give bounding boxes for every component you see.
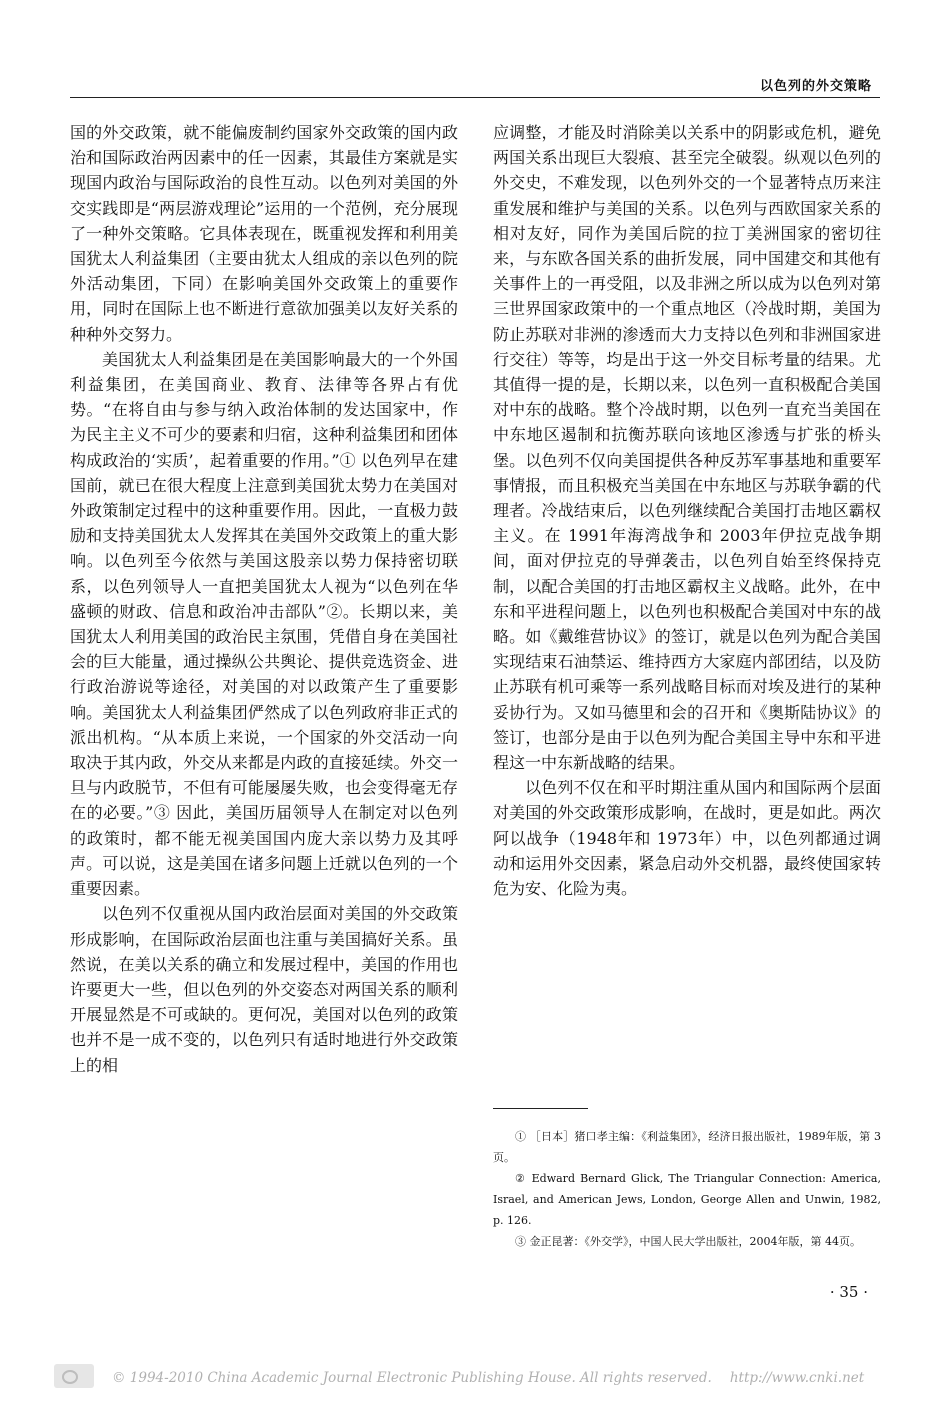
paragraph: 以色列不仅重视从国内政治层面对美国的外交政策形成影响，在国际政治层面也注重与美国搞好关系。虽然说，在美以关系的确立和发展过程中，美国的作用也许要更大一些，但以色列的外交姿态对两国关系的顺利开展显然是不可或缺的。更何况，美国对以色列的政策也并不是一成不变的，以色列只有适时地进行外交政策上的相 [70, 904, 458, 1075]
footnote-divider [493, 1108, 588, 1109]
header-divider [70, 97, 880, 98]
footer-url-link[interactable]: http://www.cnki.net [729, 1370, 865, 1386]
footnote: ① ［日本］猪口孝主编：《利益集团》，经济日报出版社，1989年版，第 3页。 [493, 1130, 881, 1164]
copyright-footer [112, 1370, 864, 1386]
footnotes [493, 1126, 881, 1252]
paragraph: 以色列不仅在和平时期注重从国内和国际两个层面对美国的外交政策形成影响，在战时，更是如此。两次阿以战争（1948年和 1973年）中，以色列都通过调动和运用外交因素，紧急启动外交机器，最终使国家转危为安、化险为夷。 [493, 778, 881, 899]
running-header-title: 以色列的外交策略 [759, 79, 872, 94]
paragraph: 美国犹太人利益集团是在美国影响最大的一个外国利益集团，在美国商业、教育、法律等各界占有优势。“在将自由与参与纳入政治体制的发达国家中，作为民主主义不可少的要素和归宿，这种利益集团和团体构成政治的‘实质’，起着重要的作用。”① 以色列早在建国前，就已在很大程度上注意到美国犹太势力在美国对外政策制定过程中的这种重要作用。因此，一直极力鼓励和支持美国犹太人发挥其在美国外交政策上的重大影响。以色列至今依然与美国这股亲以势力保持密切联系，以色列领导人一直把美国犹太人视为“以色列在华盛顿的财政、信息和政治冲击部队”②。长期以来，美国犹太人利用美国的政治民主氛围，凭借自身在美国社会的巨大能量，通过操纵公共舆论、提供竞选资金、进行政治游说等途径，对美国的对以政策产生了重要影响。美国犹太人利益集团俨然成了以色列政府非正式的派出机构。“从本质上来说，一个国家的外交活动一向取决于其内政，外交从来都是内政的直接延续。外交一旦与内政脱节，不但有可能屡屡失败，也会变得毫无存在的必要。”③ 因此，美国历届领导人在制定对以色列的政策时，都不能无视美国国内庞大亲以势力及其呼声。可以说，这是美国在诸多问题上迁就以色列的一个重要因素。 [70, 349, 458, 899]
cnki-logo-icon [54, 1364, 94, 1388]
left-text-column [70, 120, 458, 1078]
footnote: ② Edward Bernard Glick, The Triangular Connection: America, Israel, and American Jews, London, George Allen and Unwin, 1982, p. 126. [493, 1172, 881, 1227]
paragraph: 应调整，才能及时消除美以关系中的阴影或危机，避免两国关系出现巨大裂痕、甚至完全破裂。纵观以色列的外交史，不难发现，以色列外交的一个显著特点历来注重发展和维护与美国的关系。以色列与西欧国家关系的相对友好，同作为美国后院的拉丁美洲国家的密切往来，与东欧各国关系的曲折发展，同中国建交和其他有关事件上的一再受阻，以及非洲之所以成为以色列对第三世界国家政策中的一个重点地区（冷战时期，美国为防止苏联对非洲的渗透而大力支持以色列和非洲国家进行交往）等等，均是出于这一外交目标考量的结果。尤其值得一提的是，长期以来，以色列一直积极配合美国对中东的战略。整个冷战时期，以色列一直充当美国在中东地区遏制和抗衡苏联向该地区渗透与扩张的桥头堡。以色列不仅向美国提供各种反苏军事基地和重要军事情报，而且积极充当美国在中东地区与苏联争霸的代理者。冷战结束后，以色列继续配合美国打击地区霸权主义。在 1991年海湾战争和 2003年伊拉克战争期间，面对伊拉克的导弹袭击，以色列自始至终保持克制，以配合美国的打击地区霸权主义战略。此外，在中东和平进程问题上，以色列也积极配合美国对中东的战略。如《戴维营协议》的签订，就是以色列为配合美国实现结束石油禁运、维持西方大家庭内部团结，以及防止苏联有机可乘等一系列战略目标而对埃及进行的某种妥协行为。又如马德里和会的召开和《奥斯陆协议》的签订，也部分是由于以色列为配合美国主导中东和平进程这一中东新战略的结果。 [493, 123, 881, 773]
right-text-column [493, 120, 881, 901]
paragraph: 国的外交政策，就不能偏废制约国家外交政策的国内政治和国际政治两因素中的任一因素，其最佳方案就是实现国内政治与国际政治的良性互动。以色列对美国的外交实践即是“两层游戏理论”运用的一个范例，充分展现了一种外交策略。它具体表现在，既重视发挥和利用美国犹太人利益集团（主要由犹太人组成的亲以色列的院外活动集团，下同）在影响美国外交政策上的重要作用，同时在国际上也不断进行意欲加强美以友好关系的种种外交努力。 [70, 123, 458, 344]
footnote: ③ 金正昆著：《外交学》，中国人民大学出版社，2004年版，第 44页。 [515, 1235, 861, 1248]
copyright-text: © 1994-2010 China Academic Journal Electronic Publishing House. All rights reserved. [112, 1370, 712, 1386]
page-number: · 35 · [829, 1283, 868, 1301]
